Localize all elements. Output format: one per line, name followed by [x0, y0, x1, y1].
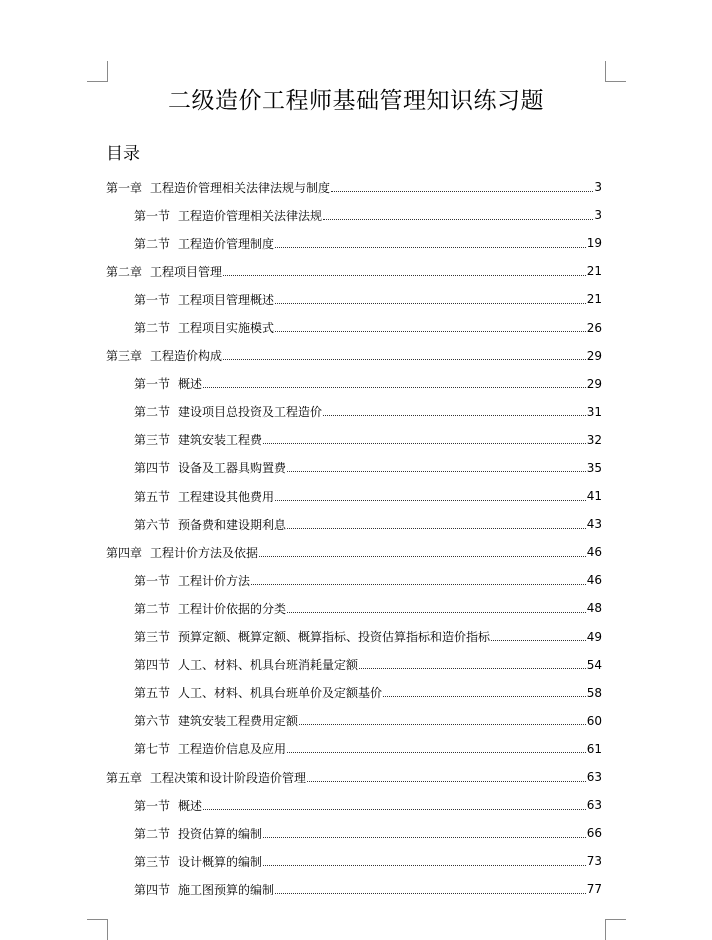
- toc-entry-title: 工程造价管理相关法律法规: [178, 208, 323, 223]
- toc-page-number: 29: [586, 348, 602, 363]
- toc-section-entry[interactable]: [106, 370, 602, 398]
- toc-section-entry[interactable]: [106, 707, 602, 735]
- toc-section-entry[interactable]: [106, 791, 602, 819]
- toc-entry-title: 预算定额、概算定额、概算指标、投资估算指标和造价指标: [178, 630, 491, 645]
- toc-section-entry[interactable]: [106, 623, 602, 651]
- toc-dot-leader: [275, 331, 586, 332]
- toc-entry-title: 工程造价构成: [150, 349, 223, 364]
- toc-entry-title: 工程计价方法: [178, 573, 251, 588]
- toc-dot-leader: [331, 191, 593, 192]
- toc-entry-number: 第三节: [134, 854, 171, 869]
- toc-entry-number: 第四章: [106, 545, 143, 560]
- toc-page-number: 26: [586, 320, 602, 335]
- toc-dot-leader: [299, 724, 586, 725]
- toc-entry-number: 第四节: [134, 461, 171, 476]
- toc-page-number: 66: [586, 826, 602, 841]
- toc-entry-number: 第四节: [134, 882, 171, 897]
- toc-section-entry[interactable]: [106, 285, 602, 313]
- toc-section-entry[interactable]: [106, 651, 602, 679]
- toc-chapter-entry[interactable]: [106, 257, 602, 285]
- toc-dot-leader: [307, 781, 586, 782]
- toc-page-number: 46: [586, 545, 602, 560]
- toc-entry-number: 第六节: [134, 714, 171, 729]
- toc-page-number: 63: [586, 770, 602, 785]
- table-of-contents: [106, 173, 602, 903]
- toc-section-entry[interactable]: [106, 482, 602, 510]
- toc-page-number: 49: [586, 629, 602, 644]
- toc-entry-number: 第五节: [134, 489, 171, 504]
- crop-mark-bottom-left: [87, 919, 108, 940]
- toc-entry-title: 工程计价依据的分类: [178, 601, 287, 616]
- toc-section-entry[interactable]: [106, 819, 602, 847]
- toc-dot-leader: [383, 696, 586, 697]
- toc-section-entry[interactable]: [106, 679, 602, 707]
- toc-dot-leader: [359, 668, 586, 669]
- toc-page-number: 29: [586, 376, 602, 391]
- toc-entry-title: 工程项目实施模式: [178, 321, 275, 336]
- toc-dot-leader: [259, 556, 586, 557]
- toc-entry-title: 人工、材料、机具台班消耗量定额: [178, 658, 359, 673]
- toc-entry-number: 第一节: [134, 292, 171, 307]
- toc-entry-number: 第一节: [134, 573, 171, 588]
- toc-entry-number: 第五节: [134, 686, 171, 701]
- toc-page-number: 61: [586, 741, 602, 756]
- toc-entry-number: 第一节: [134, 208, 171, 223]
- toc-page-number: 63: [586, 798, 602, 813]
- toc-entry-title: 施工图预算的编制: [178, 882, 275, 897]
- toc-page-number: 3: [594, 208, 602, 223]
- toc-entry-title: 建筑安装工程费: [178, 433, 263, 448]
- toc-page-number: 73: [586, 854, 602, 869]
- toc-entry-number: 第六节: [134, 517, 171, 532]
- toc-page-number: 32: [586, 432, 602, 447]
- toc-section-entry[interactable]: [106, 594, 602, 622]
- toc-entry-number: 第二节: [134, 321, 171, 336]
- toc-entry-number: 第五章: [106, 770, 143, 785]
- toc-dot-leader: [263, 837, 586, 838]
- toc-section-entry[interactable]: [106, 847, 602, 875]
- toc-chapter-entry[interactable]: [106, 763, 602, 791]
- toc-section-entry[interactable]: [106, 201, 602, 229]
- toc-page-number: 43: [586, 517, 602, 532]
- toc-section-entry[interactable]: [106, 735, 602, 763]
- toc-dot-leader: [287, 471, 586, 472]
- toc-dot-leader: [275, 303, 586, 304]
- toc-entry-number: 第三节: [134, 433, 171, 448]
- toc-entry-title: 概述: [178, 798, 203, 813]
- toc-page-number: 19: [586, 236, 602, 251]
- document-title: 二级造价工程师基础管理知识练习题: [168, 88, 544, 114]
- toc-entry-title: 工程造价管理制度: [178, 236, 275, 251]
- toc-page-number: 41: [586, 489, 602, 504]
- toc-entry-title: 工程项目管理概述: [178, 292, 275, 307]
- toc-page-number: 31: [586, 404, 602, 419]
- toc-section-entry[interactable]: [106, 229, 602, 257]
- toc-entry-title: 概述: [178, 377, 203, 392]
- crop-mark-bottom-right: [605, 919, 626, 940]
- toc-entry-number: 第二节: [134, 601, 171, 616]
- toc-section-entry[interactable]: [106, 510, 602, 538]
- toc-entry-number: 第二节: [134, 405, 171, 420]
- toc-dot-leader: [323, 415, 586, 416]
- toc-page-number: 58: [586, 685, 602, 700]
- toc-entry-title: 设计概算的编制: [178, 854, 263, 869]
- toc-dot-leader: [323, 219, 593, 220]
- toc-dot-leader: [287, 752, 586, 753]
- toc-chapter-entry[interactable]: [106, 173, 602, 201]
- toc-dot-leader: [251, 584, 586, 585]
- toc-entry-title: 工程计价方法及依据: [150, 545, 259, 560]
- toc-section-entry[interactable]: [106, 875, 602, 903]
- toc-entry-title: 投资估算的编制: [178, 826, 263, 841]
- toc-dot-leader: [275, 500, 586, 501]
- toc-entry-number: 第一章: [106, 180, 143, 195]
- toc-entry-title: 工程决策和设计阶段造价管理: [150, 770, 307, 785]
- toc-chapter-entry[interactable]: [106, 342, 602, 370]
- toc-heading: 目录: [106, 144, 140, 164]
- toc-dot-leader: [287, 528, 586, 529]
- toc-page-number: 48: [586, 601, 602, 616]
- toc-page-number: 77: [586, 882, 602, 897]
- toc-page-number: 3: [594, 180, 602, 195]
- toc-page-number: 60: [586, 713, 602, 728]
- toc-entry-number: 第二节: [134, 236, 171, 251]
- toc-entry-number: 第一节: [134, 798, 171, 813]
- toc-entry-title: 建筑安装工程费用定额: [178, 714, 299, 729]
- crop-mark-top-right: [605, 61, 626, 82]
- toc-entry-number: 第一节: [134, 377, 171, 392]
- toc-dot-leader: [203, 809, 586, 810]
- toc-section-entry[interactable]: [106, 454, 602, 482]
- toc-entry-title: 工程造价管理相关法律法规与制度: [150, 180, 331, 195]
- toc-entry-number: 第三节: [134, 630, 171, 645]
- toc-dot-leader: [491, 640, 586, 641]
- toc-entry-number: 第七节: [134, 742, 171, 757]
- toc-page-number: 35: [586, 460, 602, 475]
- toc-page-number: 21: [586, 264, 602, 279]
- toc-page-number: 54: [586, 657, 602, 672]
- toc-dot-leader: [275, 893, 586, 894]
- toc-dot-leader: [275, 247, 586, 248]
- toc-section-entry[interactable]: [106, 398, 602, 426]
- crop-mark-top-left: [87, 61, 108, 82]
- toc-entry-number: 第四节: [134, 658, 171, 673]
- toc-entry-title: 工程建设其他费用: [178, 489, 275, 504]
- toc-entry-title: 预备费和建设期利息: [178, 517, 287, 532]
- toc-section-entry[interactable]: [106, 426, 602, 454]
- toc-dot-leader: [263, 865, 586, 866]
- toc-section-entry[interactable]: [106, 566, 602, 594]
- toc-page-number: 21: [586, 292, 602, 307]
- toc-chapter-entry[interactable]: [106, 538, 602, 566]
- toc-entry-number: 第三章: [106, 349, 143, 364]
- toc-entry-title: 建设项目总投资及工程造价: [178, 405, 323, 420]
- toc-entry-title: 工程造价信息及应用: [178, 742, 287, 757]
- toc-section-entry[interactable]: [106, 313, 602, 341]
- toc-entry-title: 工程项目管理: [150, 264, 223, 279]
- toc-dot-leader: [263, 443, 586, 444]
- toc-entry-number: 第二章: [106, 264, 143, 279]
- toc-page-number: 46: [586, 573, 602, 588]
- toc-dot-leader: [203, 387, 586, 388]
- toc-dot-leader: [223, 275, 586, 276]
- toc-dot-leader: [287, 612, 586, 613]
- toc-entry-title: 人工、材料、机具台班单价及定额基价: [178, 686, 383, 701]
- toc-dot-leader: [223, 359, 586, 360]
- toc-entry-title: 设备及工器具购置费: [178, 461, 287, 476]
- toc-entry-number: 第二节: [134, 826, 171, 841]
